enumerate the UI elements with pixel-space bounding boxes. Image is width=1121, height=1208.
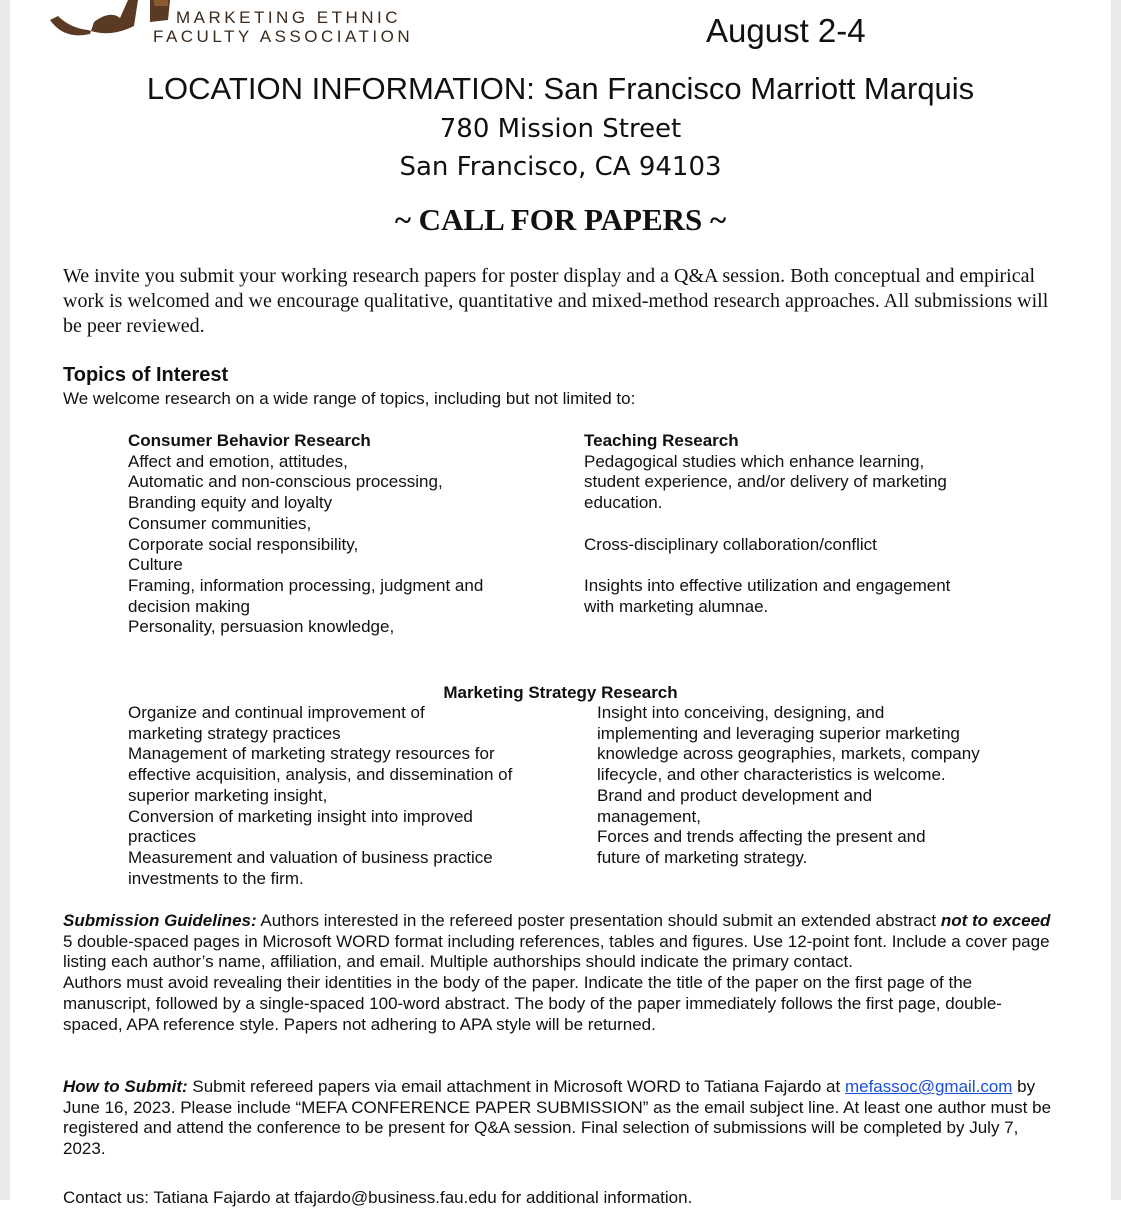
marketing-strategy-right-column <box>597 703 1017 869</box>
list-item: Measurement and valuation of business practice investments to the firm. <box>128 847 493 888</box>
consumer-behavior-section <box>128 431 538 638</box>
how-to-submit-label: How to Submit: <box>63 1077 188 1096</box>
list-item: Management of marketing strategy resources for effective acquisition, analysis, and dissemination of superior marketing insight, <box>128 744 513 805</box>
how-text-2: by June 16, 2023. Please include “MEFA CONFERENCE PAPER SUBMISSION” as the email subject line. At least one author must be registered and attend the conference to be present for Q&A session. Final selection of submissions will be completed by July 7, 2023. <box>63 1077 1052 1159</box>
list-item: Automatic and non-conscious processing, <box>128 472 443 492</box>
topics-subheading: We welcome research on a wide range of topics, including but not limited to: <box>63 389 636 408</box>
list-item: Consumer communities, <box>128 513 312 533</box>
list-item: Organize and continual improvement of marketing strategy practices <box>128 703 425 743</box>
contact-line: Contact us: Tatiana Fajardo at tfajardo@business.fau.edu for additional information. <box>63 1188 693 1207</box>
list-item: Branding equity and loyalty <box>128 493 333 513</box>
call-for-papers-title: ~ CALL FOR PAPERS ~ <box>394 202 727 237</box>
list-item: Insight into conceiving, designing, and implementing and leveraging superior marketing knowledge across geographies, markets, company lifecycle, and other characteristics is welcome. <box>597 703 980 785</box>
list-item: Insights into effective utilization and engagement with marketing alumnae. <box>584 575 951 616</box>
location-street: 780 Mission Street <box>439 114 682 144</box>
mefa-logo-icon <box>50 0 170 38</box>
submission-text-3: Authors must avoid revealing their identities in the body of the paper. Indicate the title of the paper on the first page of the manuscript, followed by a single-spaced 100-word abstract. The body of the paper immediately follows the first page, double-spaced, APA reference style. Papers not adhering to APA style will be returned. <box>63 973 1002 1034</box>
org-name-line2: FACULTY ASSOCIATION <box>153 27 414 46</box>
list-item: Culture <box>128 555 183 575</box>
topics-heading: Topics of Interest <box>63 364 229 386</box>
logo-letter-block <box>154 0 168 6</box>
marketing-strategy-heading: Marketing Strategy Research <box>443 683 678 702</box>
submission-emphasis: not to exceed <box>940 911 1051 930</box>
marketing-strategy-left-column <box>128 703 548 889</box>
list-item: Forces and trends affecting the present and future of marketing strategy. <box>597 827 926 867</box>
how-text-1: Submit refereed papers via email attachment in Microsoft WORD to Tatiana Fajardo at <box>187 1077 845 1096</box>
conference-dates: August 2-4 <box>706 12 866 49</box>
submission-email-link[interactable]: mefassoc@gmail.com <box>844 1077 1013 1096</box>
list-item: Personality, persuasion knowledge, <box>128 617 395 637</box>
submission-guidelines-label: Submission Guidelines: <box>63 911 257 930</box>
location-city: San Francisco, CA 94103 <box>399 152 722 182</box>
logo-hands-shape <box>50 0 170 35</box>
submission-guidelines <box>63 911 1053 1035</box>
list-item: Brand and product development and management, <box>597 785 873 826</box>
how-to-submit <box>63 1077 1053 1160</box>
list-item: Pedagogical studies which enhance learning, student experience, and/or delivery of marketing education. <box>584 451 947 513</box>
consumer-behavior-heading: Consumer Behavior Research <box>128 431 371 450</box>
list-item: Affect and emotion, attitudes, <box>128 451 348 471</box>
list-item: Corporate social responsibility, <box>128 534 359 554</box>
list-item: Framing, information processing, judgment and decision making <box>128 575 484 616</box>
org-name-line1: MARKETING ETHNIC <box>176 8 402 27</box>
submission-text-2: 5 double-spaced pages in Microsoft WORD format including references, tables and figures. Use 12-point font. Include a cover page listing each author’s name, affiliation, and email. Multiple authorships should indicate the primary contact. <box>63 931 1050 972</box>
teaching-research-heading: Teaching Research <box>584 431 739 450</box>
list-item: Conversion of marketing insight into improved practices <box>128 806 473 847</box>
intro-paragraph: We invite you submit your working research papers for poster display and a Q&A session. Both conceptual and empirical work is welcomed and we encourage qualitative, quantitative and mixed-method research approaches. All submissions will be peer reviewed. <box>63 265 1049 337</box>
location-heading: LOCATION INFORMATION: San Francisco Marriott Marquis <box>146 71 975 106</box>
submission-text-1: Authors interested in the refereed poster presentation should submit an extended abstract <box>256 911 941 930</box>
list-item: Cross-disciplinary collaboration/conflict <box>584 534 877 554</box>
teaching-research-section <box>584 431 1004 617</box>
